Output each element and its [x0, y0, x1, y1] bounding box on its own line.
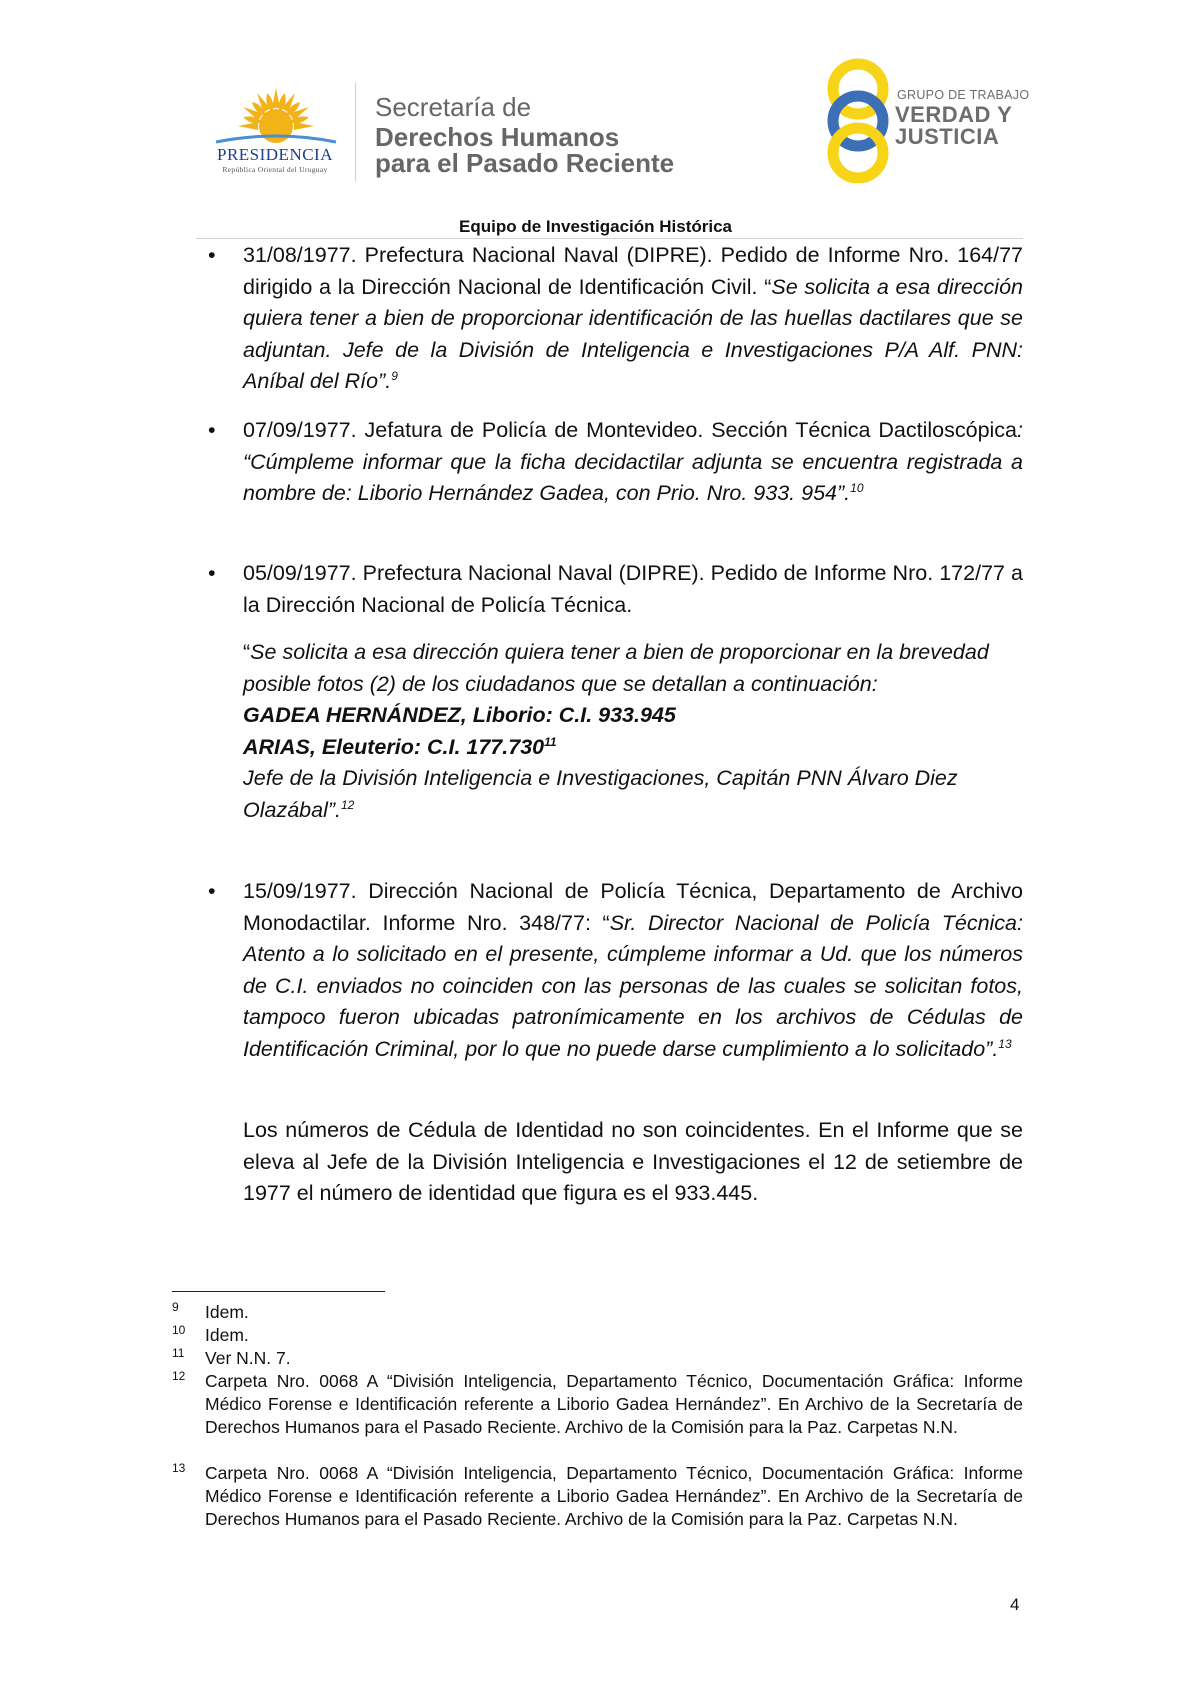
item-4 — [243, 876, 1023, 1066]
verdad-justicia-rings-logo — [818, 57, 898, 183]
secretaria-line-1: Secretaría de — [375, 92, 532, 122]
footnote-number: 13 — [172, 1461, 186, 1475]
conclusion-paragraph: Los números de Cédula de Identidad no son coincidentes. En el Informe que se eleva al Jefe de la División Inteligencia e Investigaciones el 12 de setiembre de 1977 el número de identidad que figura es el 933.445. — [243, 1118, 1023, 1206]
footnote-9 — [172, 1301, 1023, 1324]
item-1-quote: Se solicita a esa dirección quiera tener a bien de proporcionar identificación de las huellas dactilares que se adjuntan. Jefe de la División de Inteligencia e Investigaciones P/A Alf. PNN: Aníbal del Río”. — [243, 274, 1023, 394]
footnote-text: Carpeta Nro. 0068 A “División Inteligencia, Departamento Técnico, Documentación Gráfica: Informe Médico Forense e Identificación referente a Liborio Gadea Hernández”. En Archivo de la Secretaría de Derechos Humanos para el Pasado Reciente. Archivo de la Comisión para la Paz. Carpetas N.N. — [205, 1463, 1023, 1529]
presidencia-name: PRESIDENCIA — [216, 145, 333, 164]
vj-justicia-label: JUSTICIA — [895, 124, 1000, 149]
bullet-3: • — [208, 561, 216, 585]
footnote-text: Idem. — [205, 1325, 249, 1345]
footnote-number: 12 — [172, 1369, 186, 1383]
vj-verdad-label: VERDAD Y — [895, 102, 1013, 127]
item-3-quote-block — [243, 637, 1023, 827]
footnote-ref-9: 9 — [391, 369, 398, 384]
secretaria-line-2: Derechos Humanos — [375, 122, 620, 152]
quote-name-2: ARIAS, Eleuterio: C.I. 177.730 — [243, 734, 545, 759]
item-1-text: 31/08/1977. Prefectura Nacional Naval (DIPRE). Pedido de Informe Nro. 164/77 dirigido a la Dirección Nacional de Identificación Civil. “ — [243, 243, 1023, 299]
quote-name-1: GADEA HERNÁNDEZ, Liborio: C.I. 933.945 — [243, 703, 676, 728]
bullet-2: • — [208, 418, 216, 442]
footnote-number: 10 — [172, 1323, 186, 1337]
team-title: Equipo de Investigación Histórica — [459, 217, 732, 236]
vj-group-label: GRUPO DE TRABAJO — [897, 88, 1030, 102]
bullet-1: • — [208, 243, 216, 267]
footnote-text: Ver N.N. 7. — [205, 1348, 291, 1368]
footnote-ref-12: 12 — [341, 797, 355, 812]
footnote-number: 9 — [172, 1300, 179, 1314]
footnote-12 — [172, 1370, 1023, 1439]
footnote-ref-10: 10 — [850, 481, 864, 496]
item-4-text: 15/09/1977. Dirección Nacional de Policía Técnica, Departamento de Archivo Monodactilar. Informe Nro. 348/77: “ — [243, 879, 1023, 935]
footnote-10 — [172, 1324, 1023, 1347]
secretaria-line-3: para el Pasado Reciente — [375, 148, 675, 178]
footnote-number: 11 — [172, 1346, 185, 1360]
item-2 — [243, 415, 1023, 510]
item-3 — [243, 558, 1023, 621]
quote-request: Se solicita a esa dirección quiera tener a bien de proporcionar en la brevedad posible fotos (2) de los ciudadanos que se detallan a continuación: — [243, 640, 989, 696]
footnote-13 — [172, 1462, 1023, 1531]
item-2-text: 07/09/1977. Jefatura de Policía de Montevideo. Sección Técnica Dactiloscópica — [243, 418, 1018, 442]
quote-open-mark: “ — [243, 640, 251, 664]
footnote-11 — [172, 1347, 1023, 1370]
footnote-text: Carpeta Nro. 0068 A “División Inteligencia, Departamento Técnico, Documentación Gráfica: Informe Médico Forense e Identificación referente a Liborio Gadea Hernández”. En Archivo de la Secretaría de Derechos Humanos para el Pasado Reciente. Archivo de la Comisión para la Paz. Carpetas N.N. — [205, 1371, 1023, 1437]
bullet-4: • — [208, 879, 216, 903]
footnote-ref-13: 13 — [998, 1036, 1012, 1051]
quote-signature: Jefe de la División Inteligencia e Investigaciones, Capitán PNN Álvaro Diez Olazábal”. — [243, 766, 958, 822]
item-2-quote: : “Cúmpleme informar que la ficha decidactilar adjunta se encuentra registrada a nombre de: Liborio Hernández Gadea, con Prio. Nro. 933. 954”. — [243, 418, 1023, 506]
page-number: 4 — [1010, 1595, 1020, 1614]
footnote-text: Idem. — [205, 1302, 249, 1322]
item-1 — [243, 240, 1023, 398]
header-rule — [196, 238, 1023, 239]
header-separator — [355, 82, 356, 182]
item-4-quote: Sr. Director Nacional de Policía Técnica: Atento a lo solicitado en el presente, cúmpleme informar a Ud. que los números de C.I. enviados no coinciden con las personas de las cuales se solicitan fotos, tampoco fueron ubicadas patronímicamente en los archivos de Cédulas de Identificación Criminal, por lo que no puede darse cumplimiento a lo solicitado”. — [243, 910, 1023, 1061]
footnote-rule — [172, 1291, 385, 1292]
footnote-ref-11: 11 — [544, 734, 557, 749]
presidencia-subtitle: República Oriental del Uruguay — [222, 165, 328, 174]
item-3-text: 05/09/1977. Prefectura Nacional Naval (DIPRE). Pedido de Informe Nro. 172/77 a la Dirección Nacional de Policía Técnica. — [243, 561, 1023, 617]
